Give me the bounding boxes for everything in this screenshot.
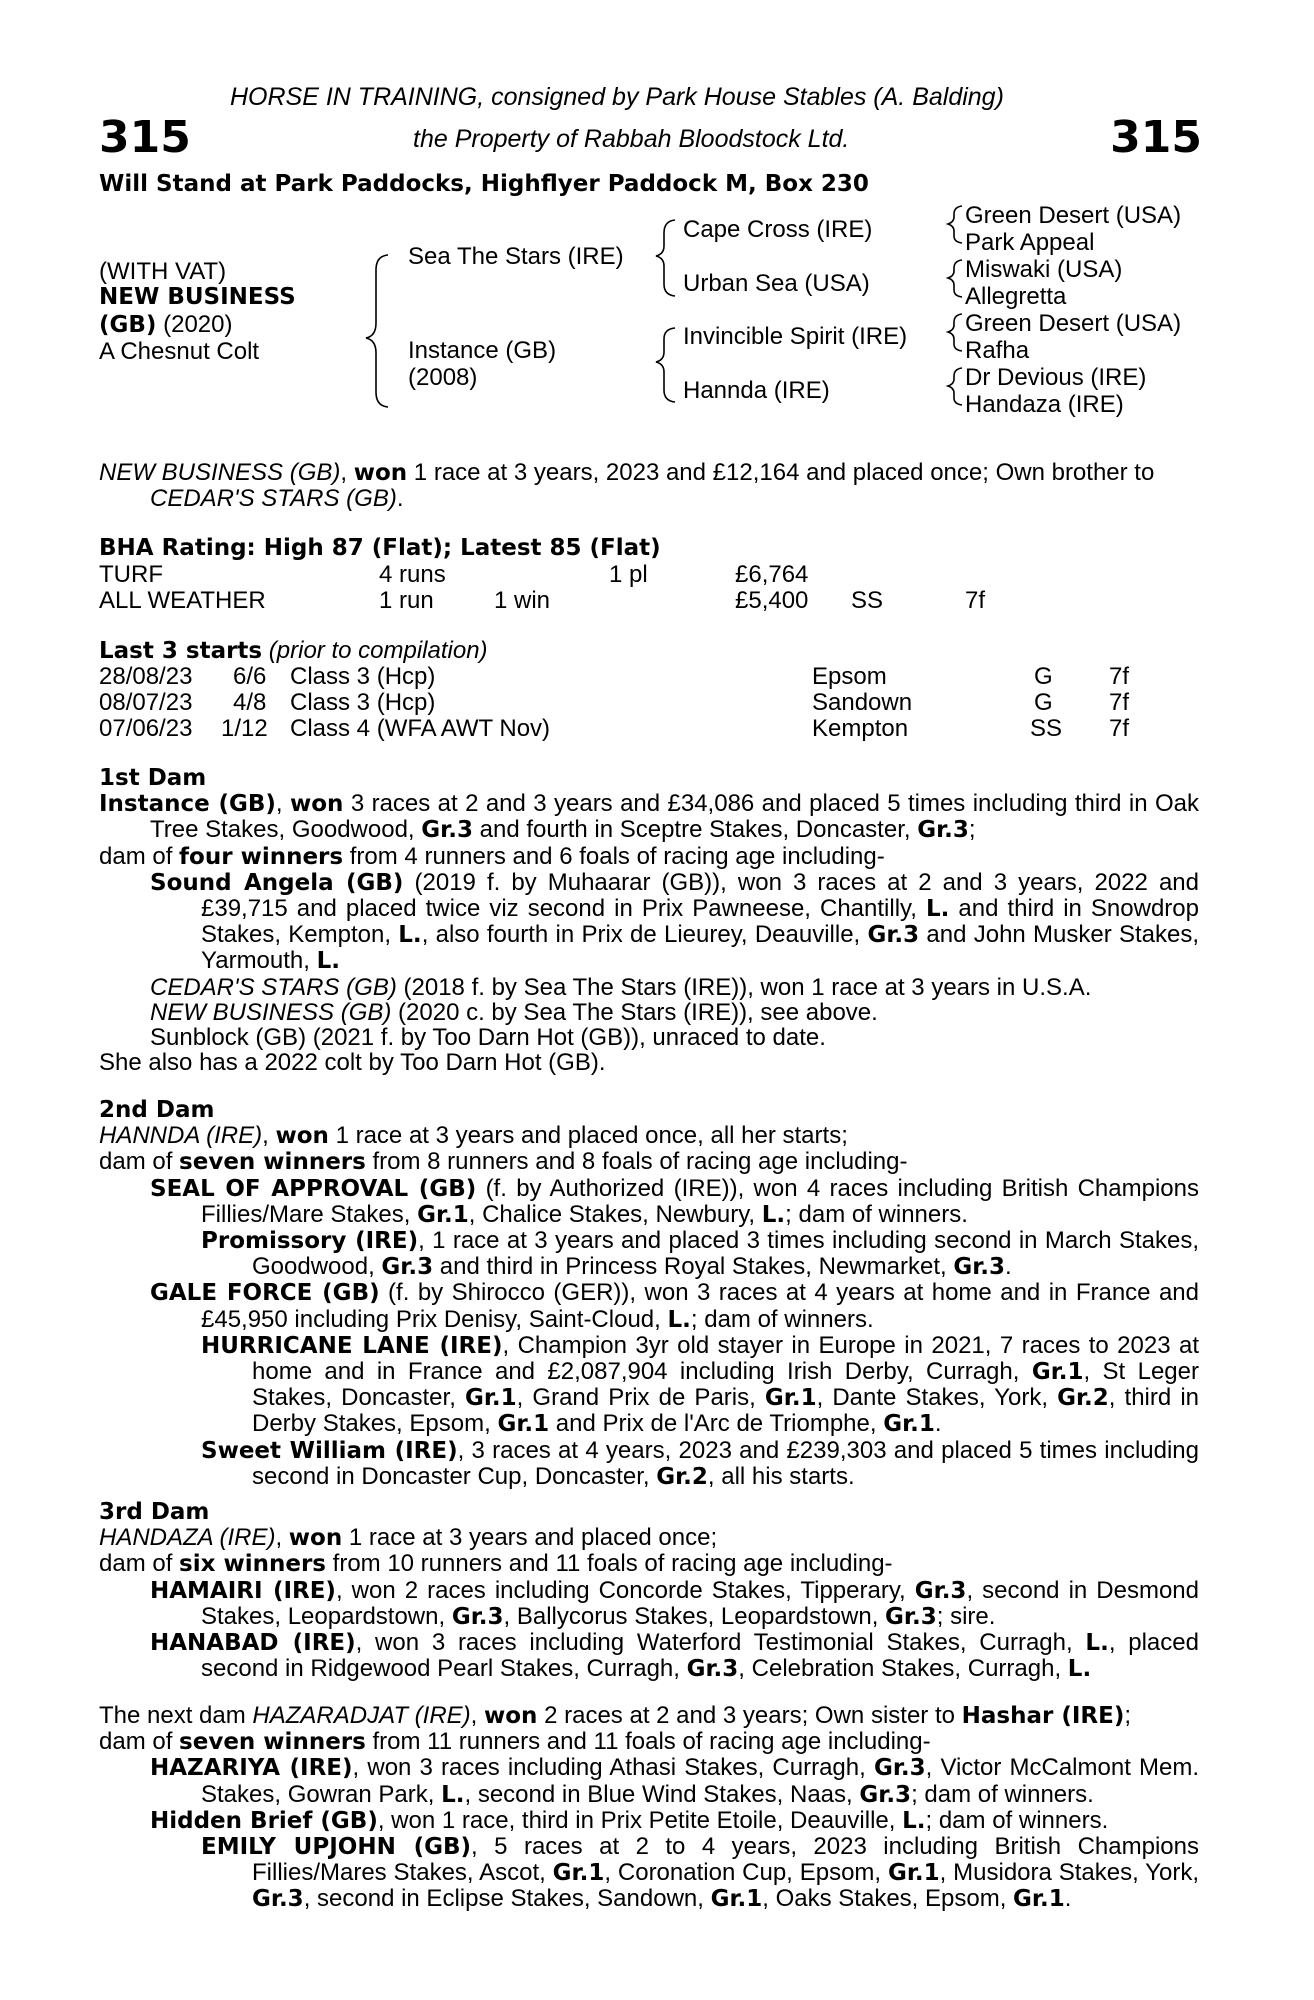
winners-count: seven winners xyxy=(179,1149,366,1176)
grade: L. xyxy=(316,948,341,975)
rating-surface: TURF xyxy=(99,561,163,588)
rating-runs: 1 run xyxy=(379,587,434,614)
last3-note: (prior to compilation) xyxy=(268,637,488,664)
first-dam-heading: 1st Dam xyxy=(99,765,207,791)
first-dam-section xyxy=(99,766,1199,1075)
rating-going: SS xyxy=(851,587,884,614)
text: dam of xyxy=(99,1148,180,1176)
start-position: 1/12 xyxy=(221,715,268,742)
text: , won 3 races including Athasi Stakes, Curragh, xyxy=(352,1754,874,1782)
text: , Chalice Stakes, Newbury, xyxy=(468,1200,762,1228)
text: , third in Derby Stakes, Epsom, xyxy=(252,1384,1200,1438)
pedigree-g3-8: Handaza (IRE) xyxy=(965,391,1124,418)
stand-location: Will Stand at Park Paddocks, Highflyer Paddock M, Box 230 xyxy=(99,171,869,197)
text: , won 3 races including Waterford Testimonial Stakes, Curragh, xyxy=(355,1629,1086,1657)
progeny-promissory xyxy=(99,1228,1199,1280)
text: , Champion 3yr old stayer in Europe in 2021, 7 races to 2023 at home and in France and £2,087,904 including Irish Derby, Curragh, xyxy=(252,1331,1199,1386)
text: , Celebration Stakes, Curragh, xyxy=(738,1655,1068,1683)
dam-name: Instance (GB) xyxy=(99,791,276,818)
grade: Gr.1 xyxy=(883,1411,935,1438)
sep: , xyxy=(275,790,290,818)
text: and third in Princess Royal Stakes, Newmarket, xyxy=(433,1253,954,1281)
start-class: Class 3 (Hcp) xyxy=(290,689,436,716)
text: . xyxy=(934,1410,942,1438)
text: from 4 runners and 6 foals of racing age including- xyxy=(343,842,885,870)
grade: Gr.1 xyxy=(764,1385,817,1412)
summary-brother: CEDAR'S STARS (GB) xyxy=(150,485,397,513)
progeny-emily-upjohn xyxy=(99,1834,1199,1913)
grade: Gr.2 xyxy=(656,1463,708,1490)
grade: Gr.3 xyxy=(917,817,969,844)
grade: Gr.3 xyxy=(381,1254,434,1281)
summary-text: 1 race at 3 years, 2023 and £12,164 and placed once; Own brother to xyxy=(407,459,1155,486)
pedigree-sire-dam: Urban Sea (USA) xyxy=(683,270,870,297)
second-dam-heading: 2nd Dam xyxy=(99,1097,215,1123)
last3-title: Last 3 starts xyxy=(99,638,263,664)
progeny-name: EMILY UPJOHN (GB) xyxy=(201,1834,472,1861)
text: (2019 f. by Muhaarar (GB)), won 3 races at 2 and 3 years, 2022 and £39,715 and placed twice viz second in Prix Pawneese, Chantilly, xyxy=(201,868,1199,923)
pedigree-g3-2: Park Appeal xyxy=(965,229,1095,256)
text: , Dante Stakes, York, xyxy=(816,1384,1058,1412)
start-class: Class 4 (WFA AWT Nov) xyxy=(290,715,551,742)
won: won xyxy=(290,791,344,818)
text: , 1 race at 3 years and placed 3 times including second in March Stakes, Goodwood, xyxy=(252,1227,1199,1281)
pedigree-sire-sire: Cape Cross (IRE) xyxy=(683,216,873,243)
text: , won 2 races including Concorde Stakes, Tipperary, xyxy=(335,1576,915,1604)
text: , second in Desmond Stakes, Leopardstown, xyxy=(201,1576,1200,1630)
start-date: 28/08/23 xyxy=(99,663,193,690)
text: (f. by Authorized (IRE)), won 4 races including British Champions Fillies/Mare Stakes, xyxy=(201,1174,1199,1228)
start-distance: 7f xyxy=(1109,689,1130,716)
text: The next dam xyxy=(99,1702,253,1729)
brace-dam xyxy=(656,328,675,402)
pedigree-g3-6: Rafha xyxy=(965,337,1030,364)
progeny-sweet-william xyxy=(99,1438,1199,1490)
pedigree-g3-5: Green Desert (USA) xyxy=(965,310,1182,337)
text: and fourth in Sceptre Stakes, Doncaster, xyxy=(472,816,918,844)
summary-end: . xyxy=(396,485,404,513)
grade: L. xyxy=(902,1807,926,1834)
brace-sire xyxy=(656,220,675,296)
grade: Gr.3 xyxy=(686,1656,739,1683)
start-course: Sandown xyxy=(812,689,913,716)
won: won xyxy=(288,1525,343,1552)
grade: Gr.1 xyxy=(417,1201,469,1228)
brace-g4 xyxy=(948,368,962,405)
rating-placed: 1 pl xyxy=(609,561,648,588)
grade: Gr.1 xyxy=(1013,1886,1065,1913)
text: ; xyxy=(968,816,976,844)
grade: Gr.3 xyxy=(252,1886,304,1913)
grade: Gr.3 xyxy=(867,922,920,949)
grade: Gr.3 xyxy=(914,1577,967,1604)
progeny-name: HANABAD (IRE) xyxy=(150,1630,356,1657)
text: , Victor McCalmont Mem. Stakes, Gowran Park, xyxy=(201,1754,1200,1808)
text: dam of xyxy=(99,1728,180,1756)
progeny-name: HAZARIYA (IRE) xyxy=(150,1755,353,1782)
start-going: G xyxy=(1034,663,1053,690)
grade: L. xyxy=(398,922,422,949)
sister-name: Hashar (IRE) xyxy=(961,1703,1125,1729)
progeny-hazariya xyxy=(99,1755,1199,1807)
progeny-sunblock: Sunblock (GB) (2021 f. by Too Darn Hot (GB)), unraced to date. xyxy=(150,1024,826,1052)
pedigree-dam-sire: Invincible Spirit (IRE) xyxy=(683,323,908,350)
horse-year: (2020) xyxy=(163,311,233,338)
progeny-name: GALE FORCE (GB) xyxy=(150,1280,380,1307)
text: , Grand Prix de Paris, xyxy=(516,1384,765,1412)
sep: , xyxy=(275,1524,289,1552)
start-distance: 7f xyxy=(1109,715,1130,742)
rating-wins: 1 win xyxy=(494,587,551,614)
summary-won: won xyxy=(353,460,408,486)
next-dam-section xyxy=(99,1703,1199,1913)
progeny-cedars-stars xyxy=(99,975,1199,1000)
grade: L. xyxy=(925,896,950,923)
text: ; dam of winners. xyxy=(690,1305,874,1333)
text: , Oaks Stakes, Epsom, xyxy=(762,1885,1014,1913)
last3-heading xyxy=(99,637,488,665)
progeny-name: SEAL OF APPROVAL (GB) xyxy=(150,1175,477,1202)
text: (f. by Shirocco (GER)), won 3 races at 4 years at home and in France and £45,950 including Prix Denisy, Saint-Cloud, xyxy=(201,1279,1199,1333)
grade: L. xyxy=(761,1201,786,1228)
sep: , xyxy=(262,1122,276,1150)
summary: NEW BUSINESS (GB), won 1 race at 3 years, 2023 and £12,164 and placed once; Own brother to CEDAR'S STARS (GB). xyxy=(99,459,1155,513)
text: from 11 runners and 11 foals of racing age including- xyxy=(365,1728,931,1756)
text: ; dam of winners. xyxy=(785,1200,968,1228)
winners-count: six winners xyxy=(179,1551,326,1578)
grade: Gr.1 xyxy=(552,1860,605,1887)
text: 1 race at 3 years and placed once; xyxy=(342,1524,718,1552)
text: , second in Eclipse Stakes, Sandown, xyxy=(303,1885,711,1913)
text: , also fourth in Prix de Lieurey, Deauville, xyxy=(421,921,868,949)
text: and third in Snowdrop Stakes, Kempton, xyxy=(201,895,1199,949)
rating-prize: £5,400 xyxy=(735,587,809,614)
text: , 5 races at 2 to 4 years, 2023 including British Champions Fillies/Mares Stakes, Ascot, xyxy=(252,1833,1199,1887)
text: . xyxy=(1005,1253,1012,1281)
winners-count: four winners xyxy=(179,843,344,870)
start-date: 07/06/23 xyxy=(99,715,193,742)
progeny-seal-of-approval xyxy=(99,1176,1199,1228)
grade: Gr.3 xyxy=(953,1254,1006,1281)
brace-g2 xyxy=(948,260,962,297)
grade: Gr.1 xyxy=(710,1886,763,1913)
progeny-hamairi xyxy=(99,1578,1199,1630)
grade: L. xyxy=(441,1781,465,1808)
grade: Gr.1 xyxy=(1031,1359,1084,1386)
text: , placed second in Ridgewood Pearl Stakes, Curragh, xyxy=(201,1629,1199,1683)
text: (2020 c. by Sea The Stars (IRE)), see above. xyxy=(391,998,878,1026)
third-dam-section xyxy=(99,1500,1199,1682)
rating-distance: 7f xyxy=(965,587,986,614)
grade: Gr.1 xyxy=(464,1385,517,1412)
rating-prize: £6,764 xyxy=(735,561,809,588)
progeny-new-business xyxy=(99,1000,1199,1025)
grade: Gr.1 xyxy=(887,1860,940,1887)
dam-name: HANNDA (IRE) xyxy=(99,1122,263,1150)
horse-name: NEW BUSINESS xyxy=(99,284,296,310)
grade: Gr.3 xyxy=(859,1781,912,1808)
brace-g1 xyxy=(948,206,962,243)
progeny-name: Promissory (IRE) xyxy=(201,1228,419,1255)
progeny-hidden-brief xyxy=(99,1808,1199,1834)
summary-name: NEW BUSINESS (GB) xyxy=(99,459,341,486)
text: , Ballycorus Stakes, Leopardstown, xyxy=(503,1602,886,1630)
rating-surface: ALL WEATHER xyxy=(99,587,266,614)
text: ; sire. xyxy=(936,1602,996,1630)
progeny-name: Hidden Brief (GB) xyxy=(150,1807,378,1834)
progeny-sound-angela xyxy=(99,870,1199,975)
start-date: 08/07/23 xyxy=(99,689,193,716)
progeny-gale-force xyxy=(99,1280,1199,1332)
won: won xyxy=(484,1703,538,1729)
text: dam of xyxy=(99,842,180,870)
header-consignor: HORSE IN TRAINING, consigned by Park House Stables (A. Balding) xyxy=(230,83,1004,111)
text: , Coronation Cup, Epsom, xyxy=(604,1859,888,1887)
also-note: She also has a 2022 colt by Too Darn Hot (GB). xyxy=(99,1049,606,1077)
sep: , xyxy=(470,1702,484,1729)
start-position: 4/8 xyxy=(233,689,267,716)
start-going: SS xyxy=(1030,715,1063,742)
progeny-name: CEDAR'S STARS (GB) xyxy=(150,973,397,1001)
pedigree-sire: Sea The Stars (IRE) xyxy=(408,243,624,270)
rating-runs: 4 runs xyxy=(379,561,446,588)
text: , second in Blue Wind Stakes, Naas, xyxy=(464,1780,860,1808)
text: dam of xyxy=(99,1550,180,1578)
text: and John Musker Stakes, Yarmouth, xyxy=(201,921,1199,975)
grade: Gr.3 xyxy=(885,1603,937,1630)
dam-name: HAZARADJAT (IRE) xyxy=(252,1702,471,1729)
text: 3 races at 2 and 3 years and £34,086 and placed 5 times including third in Oak Tree Stakes, Goodwood, xyxy=(150,790,1200,844)
progeny-name: HURRICANE LANE (IRE) xyxy=(201,1332,503,1359)
text: and Prix de l'Arc de Triomphe, xyxy=(549,1410,884,1438)
progeny-name: Sweet William (IRE) xyxy=(201,1437,458,1464)
start-going: G xyxy=(1034,689,1053,716)
text: , won 1 race, third in Prix Petite Etoile, Deauville, xyxy=(377,1806,903,1834)
progeny-name: NEW BUSINESS (GB) xyxy=(150,998,392,1026)
text: from 10 runners and 11 foals of racing age including- xyxy=(325,1550,893,1578)
pedigree-g3-3: Miswaki (USA) xyxy=(965,256,1123,283)
start-class: Class 3 (Hcp) xyxy=(290,663,436,690)
progeny-name: HAMAIRI (IRE) xyxy=(150,1577,336,1604)
vat-note: (WITH VAT) xyxy=(99,258,227,285)
text: 1 race at 3 years and placed once, all her starts; xyxy=(328,1122,848,1150)
progeny-hurricane-lane xyxy=(99,1333,1199,1438)
start-course: Epsom xyxy=(812,663,887,690)
progeny-name: Sound Angela (GB) xyxy=(150,869,404,896)
start-position: 6/6 xyxy=(233,663,267,690)
pedigree-g3-7: Dr Devious (IRE) xyxy=(965,364,1147,391)
second-dam-section xyxy=(99,1098,1199,1490)
text: , Musidora Stakes, York, xyxy=(939,1859,1199,1887)
winners-count: seven winners xyxy=(179,1729,366,1756)
grade: Gr.2 xyxy=(1057,1385,1109,1412)
grade: Gr.3 xyxy=(873,1755,926,1782)
text: 2 races at 2 and 3 years; Own sister to xyxy=(537,1702,962,1729)
text: , 3 races at 4 years, 2023 and £239,303 and placed 5 times including second in Doncaster Cup, Doncaster, xyxy=(252,1436,1200,1490)
grade: L. xyxy=(1067,1656,1092,1683)
lot-number-left: 315 xyxy=(99,112,191,163)
start-distance: 7f xyxy=(1109,663,1130,690)
header-owner: the Property of Rabbah Bloodstock Ltd. xyxy=(413,125,850,153)
brace-g3 xyxy=(948,314,962,351)
pedigree-g3-4: Allegretta xyxy=(965,283,1067,310)
grade: Gr.3 xyxy=(451,1603,504,1630)
brace-main xyxy=(366,255,388,407)
rating-heading: BHA Rating: High 87 (Flat); Latest 85 (Flat) xyxy=(99,535,661,561)
text: ; dam of winners. xyxy=(925,1806,1109,1834)
grade: Gr.1 xyxy=(497,1411,550,1438)
pedigree-g3-1: Green Desert (USA) xyxy=(965,202,1182,229)
start-course: Kempton xyxy=(812,715,909,742)
grade: L. xyxy=(1085,1630,1109,1657)
horse-description: A Chesnut Colt xyxy=(99,338,260,365)
won: won xyxy=(275,1123,329,1150)
third-dam-heading: 3rd Dam xyxy=(99,1499,210,1525)
grade: L. xyxy=(667,1306,691,1333)
text: , St Leger Stakes, Doncaster, xyxy=(252,1358,1199,1412)
text: ; dam of winners. xyxy=(911,1780,1094,1808)
text: . xyxy=(1064,1885,1072,1913)
progeny-hanabad xyxy=(99,1630,1199,1682)
text: , all his starts. xyxy=(707,1462,855,1490)
pedigree-dam-dam: Hannda (IRE) xyxy=(683,377,830,404)
dam-name: HANDAZA (IRE) xyxy=(99,1524,276,1552)
text: (2018 f. by Sea The Stars (IRE)), won 1 race at 3 years in U.S.A. xyxy=(396,973,1092,1001)
horse-origin: (GB) xyxy=(99,312,157,338)
text: ; xyxy=(1124,1702,1132,1729)
grade: Gr.3 xyxy=(421,817,473,844)
pedigree-dam: Instance (GB) xyxy=(408,337,557,364)
text: from 8 runners and 8 foals of racing age including- xyxy=(365,1148,908,1176)
pedigree-dam-year: (2008) xyxy=(408,364,478,391)
lot-number-right: 315 xyxy=(1110,112,1202,163)
